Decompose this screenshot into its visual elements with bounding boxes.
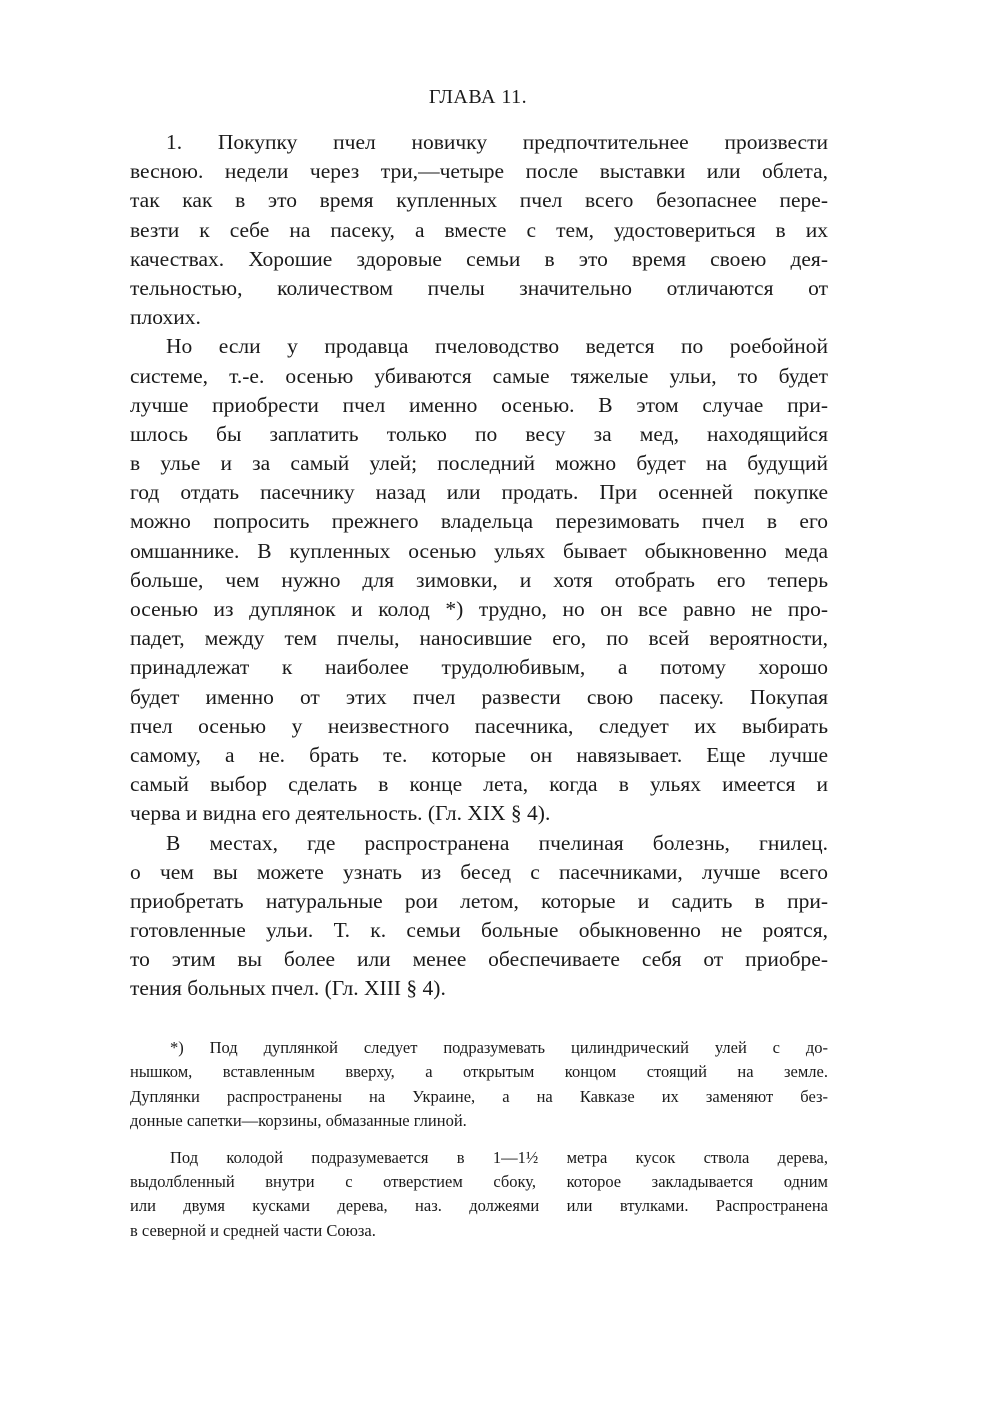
text-line: так как в это время купленных пчел всего безопаснее пере- (130, 188, 828, 213)
footnote-dupljanka (130, 1036, 828, 1134)
text-line: то этим вы более или менее обеспечиваете себя от приобре- (130, 947, 828, 972)
footnote-line: или двумя кусками дерева, наз. должеями или втулками. Распространена (130, 1196, 828, 1216)
footnote-line: донные сапетки—корзины, обмазанные глиной. (130, 1111, 467, 1131)
text-line: будет именно от этих пчел развести свою пасеку. Покупая (130, 684, 828, 709)
text-line: самому, а не. брать те. которые он навязывает. Еще лучше (130, 742, 828, 767)
text-line: самый выбор сделать в конце лета, когда в ульях имеется и (130, 772, 828, 797)
text-line: падет, между тем пчелы, наносившие его, по всей вероятности, (130, 626, 828, 651)
footnote-line: *) Под дуплянкой следует подразумевать цилиндрический улей с до- (170, 1038, 828, 1057)
text-line: В местах, где распространена пчелиная болезнь, гнилец. (166, 830, 828, 855)
chapter-title: ГЛАВА 11. (428, 86, 528, 108)
text-line: в улье и за самый улей; последний можно будет на будущий (130, 451, 828, 476)
text-line: качествах. Хорошие здоровые семьи в это время своею дея- (130, 246, 828, 271)
text-line: о чем вы можете узнать из бесед с пасечниками, лучше всего (130, 859, 828, 884)
text-line: приобретать натуральные рои летом, которые и садить в при- (130, 888, 828, 913)
text-line: 1. Покупку пчел новичку предпочтительнее произвести (166, 130, 828, 154)
footnote-line: Под колодой подразумевается в 1—1½ метра кусок ствола дерева, (170, 1147, 828, 1167)
text-line: принадлежат к наиболее трудолюбивым, а потому хорошо (130, 655, 828, 680)
text-line: везти к себе на пасеку, а вместе с тем, удостовериться в их (130, 217, 828, 242)
main-text (130, 128, 828, 1004)
text-line: весною. недели через три,—четыре после выставки или облета, (130, 159, 828, 184)
footnote-koloda (130, 1146, 828, 1244)
text-line: плохих. (130, 305, 201, 330)
footnote-line: в северной и средней части Союза. (130, 1220, 376, 1240)
paragraph-3 (130, 829, 828, 1004)
text-line: можно попросить прежнего владельца перезимовать пчел в его (130, 509, 828, 534)
text-line: готовленные ульи. Т. к. семьи больные обыкновенно не роятся, (130, 918, 828, 943)
text-line: шлось бы заплатить только по весу за мед, находящийся (130, 421, 828, 446)
text-line: осенью из дуплянок и колод *) трудно, но он все равно не про- (130, 597, 828, 621)
text-line: Но если у продавца пчеловодство ведется по роебойной (166, 334, 828, 359)
footnotes (130, 1036, 828, 1243)
footnote-line: Дуплянки распространены на Украине, а на Кавказе их заменяют без- (130, 1086, 828, 1106)
text-line: тения больных пчел. (Гл. XIII § 4). (130, 976, 446, 1001)
footnote-line: выдолбленный внутри с отверстием сбоку, которое закладывается одним (130, 1171, 828, 1191)
text-line: черва и видна его деятельность. (Гл. XIX § 4). (130, 801, 551, 826)
text-line: лучше приобрести пчел именно осенью. В этом случае при- (130, 392, 828, 417)
text-line: год отдать пасечнику назад или продать. При осенней покупке (130, 480, 828, 505)
text-line: омшаннике. В купленных осенью ульях бывает обыкновенно меда (130, 538, 828, 563)
text-line: больше, чем нужно для зимовки, и хотя отобрать его теперь (130, 567, 828, 592)
footnote-line: нышком, вставленным вверху, а открытым концом стоящий на земле. (130, 1062, 828, 1082)
text-line: пчел осенью у неизвестного пасечника, следует их выбирать (130, 713, 828, 738)
text-line: тельностью, количеством пчелы значительно отличаются от (130, 275, 828, 300)
text-line: системе, т.-е. осенью убиваются самые тяжелые ульи, то будет (130, 363, 828, 388)
paragraph-1 (130, 128, 828, 332)
paragraph-2 (130, 332, 828, 828)
